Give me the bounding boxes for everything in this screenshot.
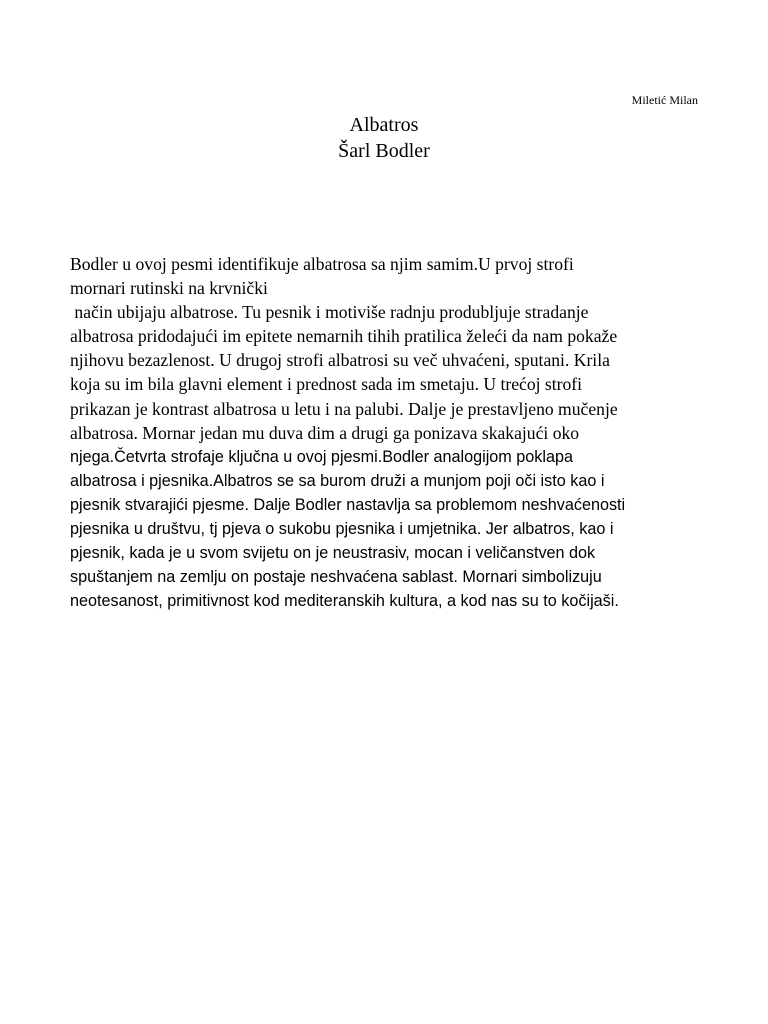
body-line: njihovu bezazlenost. U drugoj strofi albatrosi su več uhvaćeni, sputani. Krila	[70, 350, 610, 371]
essay-body	[70, 252, 710, 613]
body-line: prikazan je kontrast albatrosa u letu i na palubi. Dalje je prestavljeno mučenje	[70, 398, 618, 419]
body-line: pjesnik stvarajići pjesme. Dalje Bodler nastavlja sa problemom neshvaćenosti	[70, 495, 626, 514]
body-line: spuštanjem na zemlju on postaje neshvaćena sablast. Mornari simbolizuju	[70, 568, 602, 587]
body-line: neotesanost, primitivnost kod mediteranskih kultura, a kod nas su to kočijaši.	[70, 592, 619, 611]
poem-title: Albatros	[349, 114, 419, 136]
author-name: Miletić Milan	[631, 93, 698, 107]
body-line: albatrosa. Mornar jedan mu duva dim a drugi ga ponizava skakajući oko	[70, 422, 580, 443]
body-line: koja su im bila glavni element i prednost sada im smetaju. U trećoj strofi	[70, 374, 583, 395]
body-line: pjesnik, kada je u svom svijetu on je neustrasiv, mocan i veličanstven dok	[70, 544, 596, 563]
body-line: albatrosa i pjesnika.Albatros se sa burom druži a munjom poji oči isto kao i	[70, 471, 605, 490]
body-line: njega.Četvrta strofaje ključna u ovoj pjesmi.Bodler analogijom poklapa	[70, 447, 573, 466]
poet-name: Šarl Bodler	[338, 140, 430, 162]
body-line: Bodler u ovoj pesmi identifikuje albatrosa sa njim samim.U prvoj strofi	[70, 254, 574, 274]
body-line: albatrosa pridodajući im epitete nemarnih tihih pratilica želeći da nam pokaže	[70, 326, 618, 347]
body-line: mornari rutinski na krvnički	[70, 278, 268, 299]
body-line: način ubijaju albatrose. Tu pesnik i motiviše radnju produbljuje stradanje	[70, 302, 589, 323]
body-line: pjesnika u društvu, tj pjeva o sukobu pjesnika i umjetnika. Jer albatros, kao i	[70, 520, 614, 539]
title-block	[0, 112, 768, 164]
